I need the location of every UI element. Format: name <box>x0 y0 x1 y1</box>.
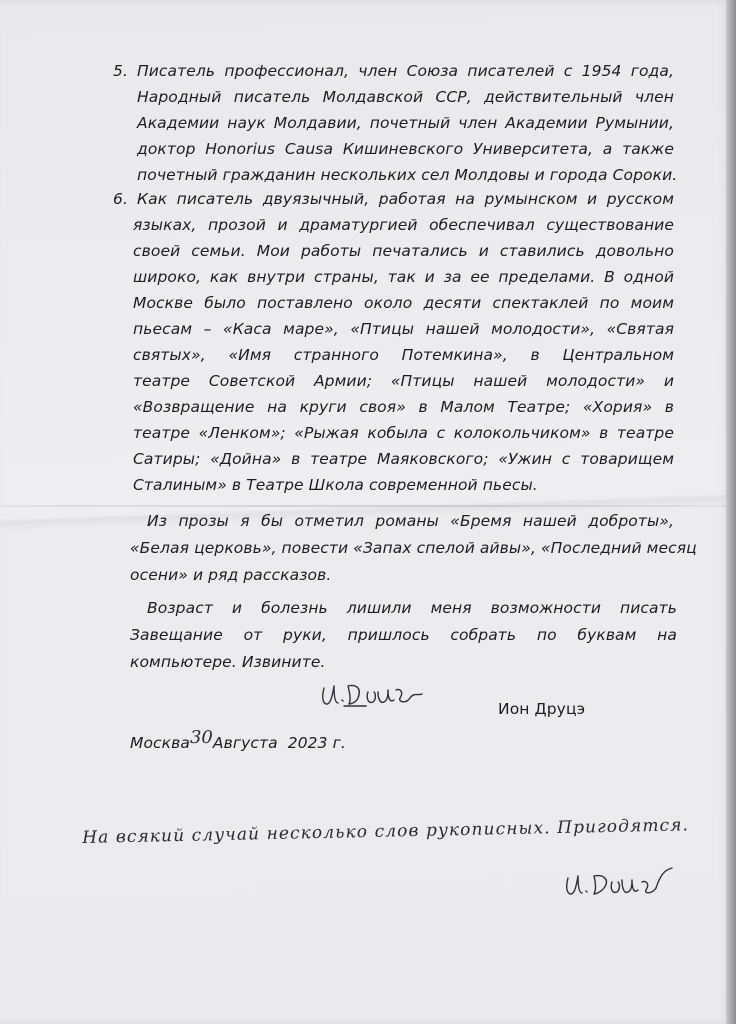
item-5-line: доктор Honorius Causa Кишиневского Университета, а также <box>137 140 674 158</box>
item-5-line: Академии наук Молдавии, почетный член Академии Румынии, <box>137 114 674 132</box>
date-line <box>130 727 346 753</box>
item-6-line: широко, как внутри страны, так и за ее пределами. В одной <box>133 268 674 286</box>
item-6-line: театре «Ленком»; «Рыжая кобыла с колокольчиком» в театре <box>133 424 674 442</box>
item-6-line: Сатиры; «Дойна» в театре Маяковского; «Ужин с товарищем <box>133 450 674 468</box>
apology-line: компьютере. Извините. <box>130 653 326 671</box>
apology-line: Возраст и болезнь лишили меня возможности писать <box>147 599 677 617</box>
handwritten-signature-top <box>318 676 428 716</box>
item-6-line: языках, прозой и драматургией обеспечивал существование <box>133 216 674 234</box>
handwritten-signature-bottom <box>560 864 680 904</box>
item-6-line: пьесам – «Каса маре», «Птицы нашей молодости», «Святая <box>133 320 674 338</box>
signature-name: Ион Друцэ <box>498 700 586 718</box>
item-5-line: почетный гражданин нескольких сел Молдовы и города Сороки. <box>137 166 678 184</box>
prose-line: «Белая церковь», повести «Запах спелой айвы», «Последний месяц <box>130 539 697 557</box>
handwritten-note: На всякий случай несколько слов рукописных. Пригодятся. <box>82 815 690 848</box>
item-6-line: своей семьи. Мои работы печатались и ставились довольно <box>133 242 674 260</box>
item-5-line: Народный писатель Молдавской ССР, действительный член <box>137 88 674 106</box>
item-6-line: Как писатель двуязычный, работая на румынском и русском <box>137 190 674 208</box>
item-6-line: Сталиным» в Театре Школа современной пьесы. <box>133 476 538 494</box>
date-place: Москва <box>130 734 190 752</box>
apology-line: Завещание от руки, пришлось собрать по буквам на <box>130 626 677 644</box>
item-6-line: театре Советской Армии; «Птицы нашей молодости» и <box>133 372 674 390</box>
item-5-number: 5. <box>113 62 128 80</box>
prose-line: осени» и ряд рассказов. <box>130 566 332 584</box>
paper-edge-shadow <box>726 0 736 1024</box>
date-month-year: Августа 2023 г. <box>212 734 346 752</box>
item-6-number: 6. <box>113 190 128 208</box>
item-6-line: святых», «Имя странного Потемкина», в Центральном <box>133 346 674 364</box>
item-5-line: Писатель профессионал, член Союза писателей с 1954 года, <box>137 62 674 80</box>
handwritten-day: 30 <box>189 727 213 748</box>
prose-line: Из прозы я бы отметил романы «Бремя нашей доброты», <box>147 512 674 530</box>
item-6-line: Москве было поставлено около десяти спектаклей по моим <box>133 294 674 312</box>
item-6-line: «Возвращение на круги своя» в Малом Театре; «Хория» в <box>133 398 674 416</box>
